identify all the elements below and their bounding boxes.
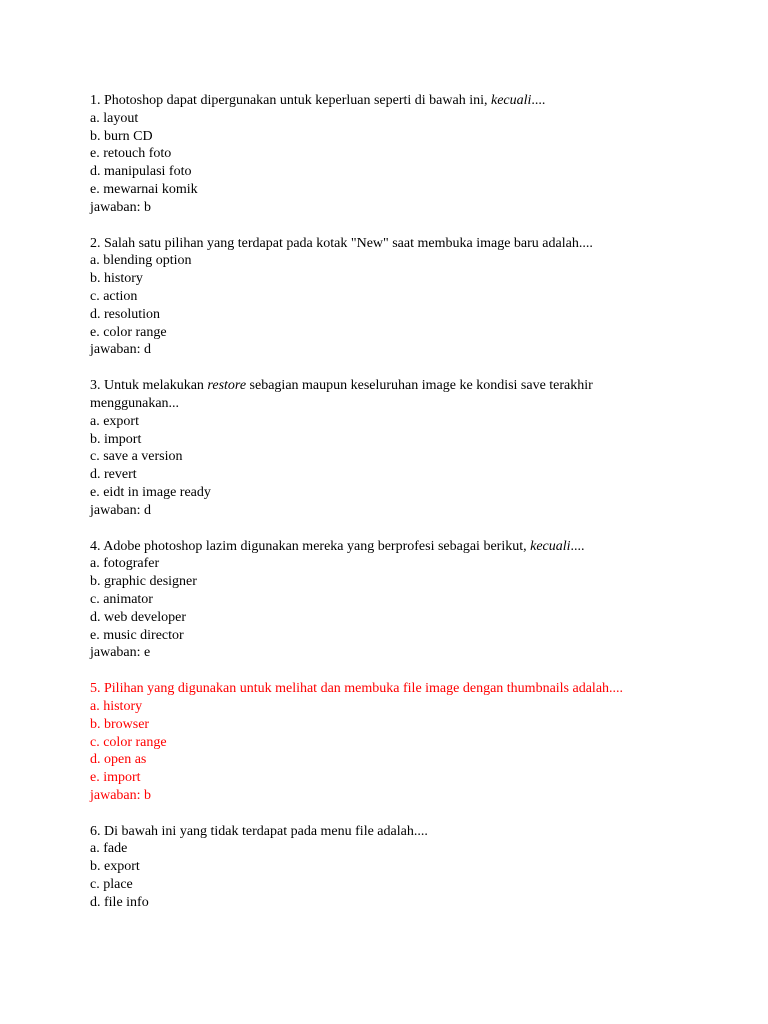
option-b: b. history: [90, 271, 143, 287]
option-d: d. resolution: [90, 306, 160, 322]
question-3: [90, 377, 730, 519]
option-d: d. file info: [90, 894, 149, 910]
option-d: d. open as: [90, 752, 147, 768]
question-stem-continued: menggunakan...: [90, 395, 180, 411]
option-a: a. history: [90, 698, 143, 714]
answer-line: jawaban: d: [90, 502, 152, 518]
question-4: [90, 538, 730, 663]
question-2: [90, 235, 730, 360]
question-stem: 2. Salah satu pilihan yang terdapat pada kotak "New" saat membuka image baru adalah....: [90, 235, 593, 251]
document-page: [90, 92, 730, 930]
question-6: [90, 823, 730, 912]
answer-line: jawaban: b: [90, 787, 152, 803]
option-e: e. mewarnai komik: [90, 181, 198, 197]
option-c: c. color range: [90, 734, 167, 750]
option-b: b. import: [90, 431, 142, 447]
option-e: e. music director: [90, 627, 184, 643]
option-c: c. place: [90, 877, 133, 893]
question-stem: 4. Adobe photoshop lazim digunakan mereka yang berprofesi sebagai berikut, kecuali....: [90, 538, 585, 554]
option-a: a. export: [90, 413, 139, 429]
option-b: b. graphic designer: [90, 574, 197, 590]
question-stem: 5. Pilihan yang digunakan untuk melihat dan membuka file image dengan thumbnails adalah....: [90, 681, 624, 697]
option-e: e. eidt in image ready: [90, 484, 211, 500]
option-a: a. layout: [90, 110, 139, 126]
option-e: e. import: [90, 770, 141, 786]
option-a: a. fade: [90, 841, 128, 857]
option-c: e. retouch foto: [90, 146, 172, 162]
option-d: d. web developer: [90, 609, 187, 625]
option-d: d. revert: [90, 467, 137, 483]
question-stem: 1. Photoshop dapat dipergunakan untuk keperluan seperti di bawah ini, kecuali....: [90, 93, 546, 108]
option-b: b. burn CD: [90, 128, 153, 144]
question-stem: 3. Untuk melakukan restore sebagian maupun keseluruhan image ke kondisi save terakhir: [90, 378, 593, 394]
question-5: [90, 680, 730, 805]
option-b: b. browser: [90, 716, 150, 732]
answer-line: jawaban: d: [90, 342, 152, 358]
option-c: c. animator: [90, 591, 153, 607]
option-b: b. export: [90, 859, 140, 875]
question-1: [90, 92, 730, 217]
option-c: c. save a version: [90, 449, 183, 465]
option-c: c. action: [90, 288, 138, 304]
option-a: a. fotografer: [90, 556, 160, 572]
answer-line: jawaban: e: [90, 645, 151, 661]
option-d: d. manipulasi foto: [90, 164, 192, 180]
option-a: a. blending option: [90, 253, 192, 269]
option-e: e. color range: [90, 324, 167, 340]
answer-line: jawaban: b: [90, 199, 152, 215]
question-stem: 6. Di bawah ini yang tidak terdapat pada menu file adalah....: [90, 823, 428, 839]
